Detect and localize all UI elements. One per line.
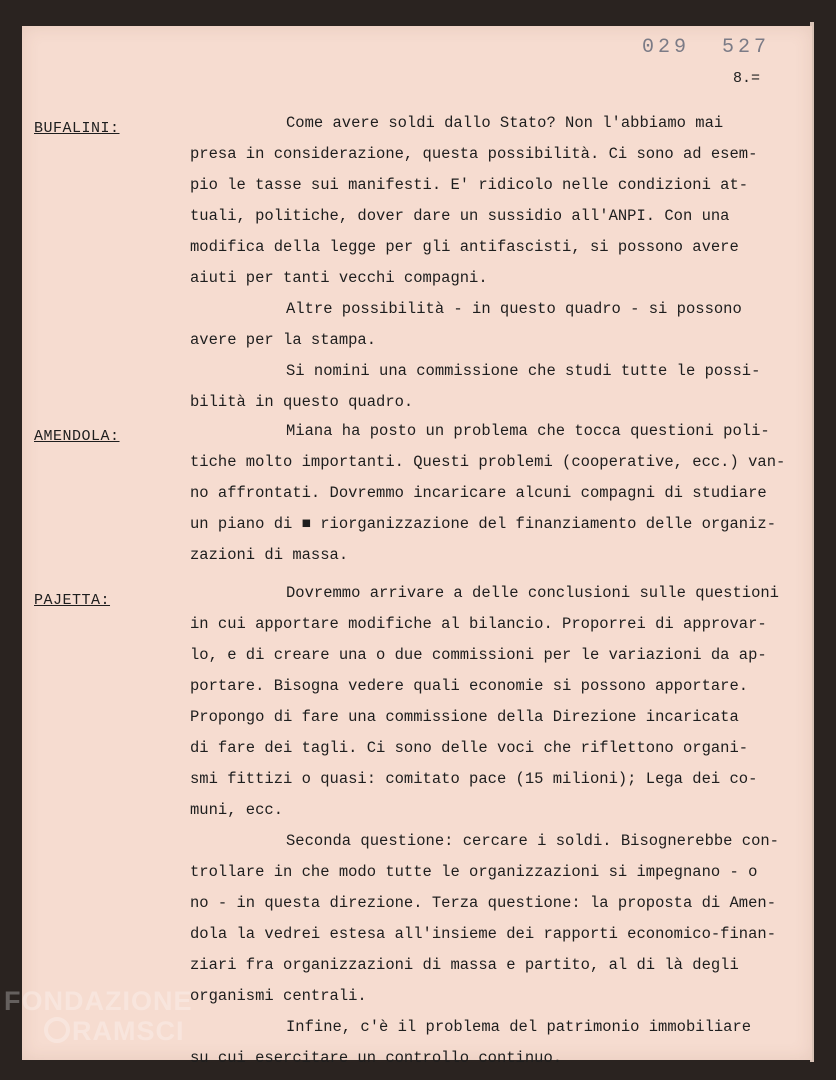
watermark-line-2: RAMSCI xyxy=(72,1016,185,1046)
text-line: organismi centrali. xyxy=(190,987,367,1005)
text-line: Dovremmo arrivare a delle conclusioni sulle questioni xyxy=(286,584,779,602)
text-line: Miana ha posto un problema che tocca questioni poli- xyxy=(286,422,770,440)
speaker-label: BUFALINI: xyxy=(34,120,120,137)
text-line: tiche molto importanti. Questi problemi (cooperative, ecc.) van- xyxy=(190,453,786,471)
text-line: modifica della legge per gli antifascisti, si possono avere xyxy=(190,238,739,256)
text-line: Propongo di fare una commissione della Direzione incaricata xyxy=(190,708,739,726)
text-line: lo, e di creare una o due commissioni per le variazioni da ap- xyxy=(190,646,767,664)
watermark-logo xyxy=(4,986,193,1046)
text-line: portare. Bisogna vedere quali economie si possono apportare. xyxy=(190,677,749,695)
g-logo-icon xyxy=(44,1017,70,1043)
speaker-label: PAJETTA: xyxy=(34,592,111,609)
text-line: avere per la stampa. xyxy=(190,331,377,349)
watermark-line-1: FONDAZIONE xyxy=(4,986,193,1016)
text-line: Altre possibilità - in questo quadro - si possono xyxy=(286,300,742,318)
speech-paragraph xyxy=(190,578,810,1074)
text-line: Come avere soldi dallo Stato? Non l'abbiamo mai xyxy=(286,114,724,132)
text-line: muni, ecc. xyxy=(190,801,284,819)
text-line: smi fittizi o quasi: comitato pace (15 milioni); Lega dei co- xyxy=(190,770,758,788)
text-line: pio le tasse sui manifesti. E' ridicolo nelle condizioni at- xyxy=(190,176,749,194)
speech-paragraph xyxy=(190,108,810,418)
text-line: dola la vedrei estesa all'insieme dei rapporti economico-finan- xyxy=(190,925,776,943)
text-line: un piano di ■ riorganizzazione del finanziamento delle organiz- xyxy=(190,515,776,533)
speaker-label: AMENDOLA: xyxy=(34,428,120,445)
text-line: ziari fra organizzazioni di massa e partito, al di là degli xyxy=(190,956,739,974)
text-line: bilità in questo quadro. xyxy=(190,393,414,411)
text-line: trollare in che modo tutte le organizzazioni si impegnano - o xyxy=(190,863,758,881)
text-line: tuali, politiche, dover dare un sussidio all'ANPI. Con una xyxy=(190,207,730,225)
text-line: Si nomini una commissione che studi tutte le possi- xyxy=(286,362,761,380)
text-line: aiuti per tanti vecchi compagni. xyxy=(190,269,488,287)
archive-number: 029 527 xyxy=(641,36,770,59)
text-line: no - in questa direzione. Terza questione: la proposta di Amen- xyxy=(190,894,776,912)
text-line: presa in considerazione, questa possibilità. Ci sono ad esem- xyxy=(190,145,758,163)
document-page xyxy=(22,26,812,1067)
text-line: zazioni di massa. xyxy=(190,546,349,564)
text-line: Infine, c'è il problema del patrimonio immobiliare xyxy=(286,1018,752,1036)
text-line: di fare dei tagli. Ci sono delle voci che riflettono organi- xyxy=(190,739,749,757)
text-line: no affrontati. Dovremmo incaricare alcuni compagni di studiare xyxy=(190,484,767,502)
text-line: in cui apportare modifiche al bilancio. Proporrei di approvar- xyxy=(190,615,767,633)
text-line: Seconda questione: cercare i soldi. Bisognerebbe con- xyxy=(286,832,779,850)
speech-paragraph xyxy=(190,416,810,571)
text-line: su cui esercitare un controllo continuo. xyxy=(190,1049,563,1067)
page-number: 8.= xyxy=(732,70,760,87)
